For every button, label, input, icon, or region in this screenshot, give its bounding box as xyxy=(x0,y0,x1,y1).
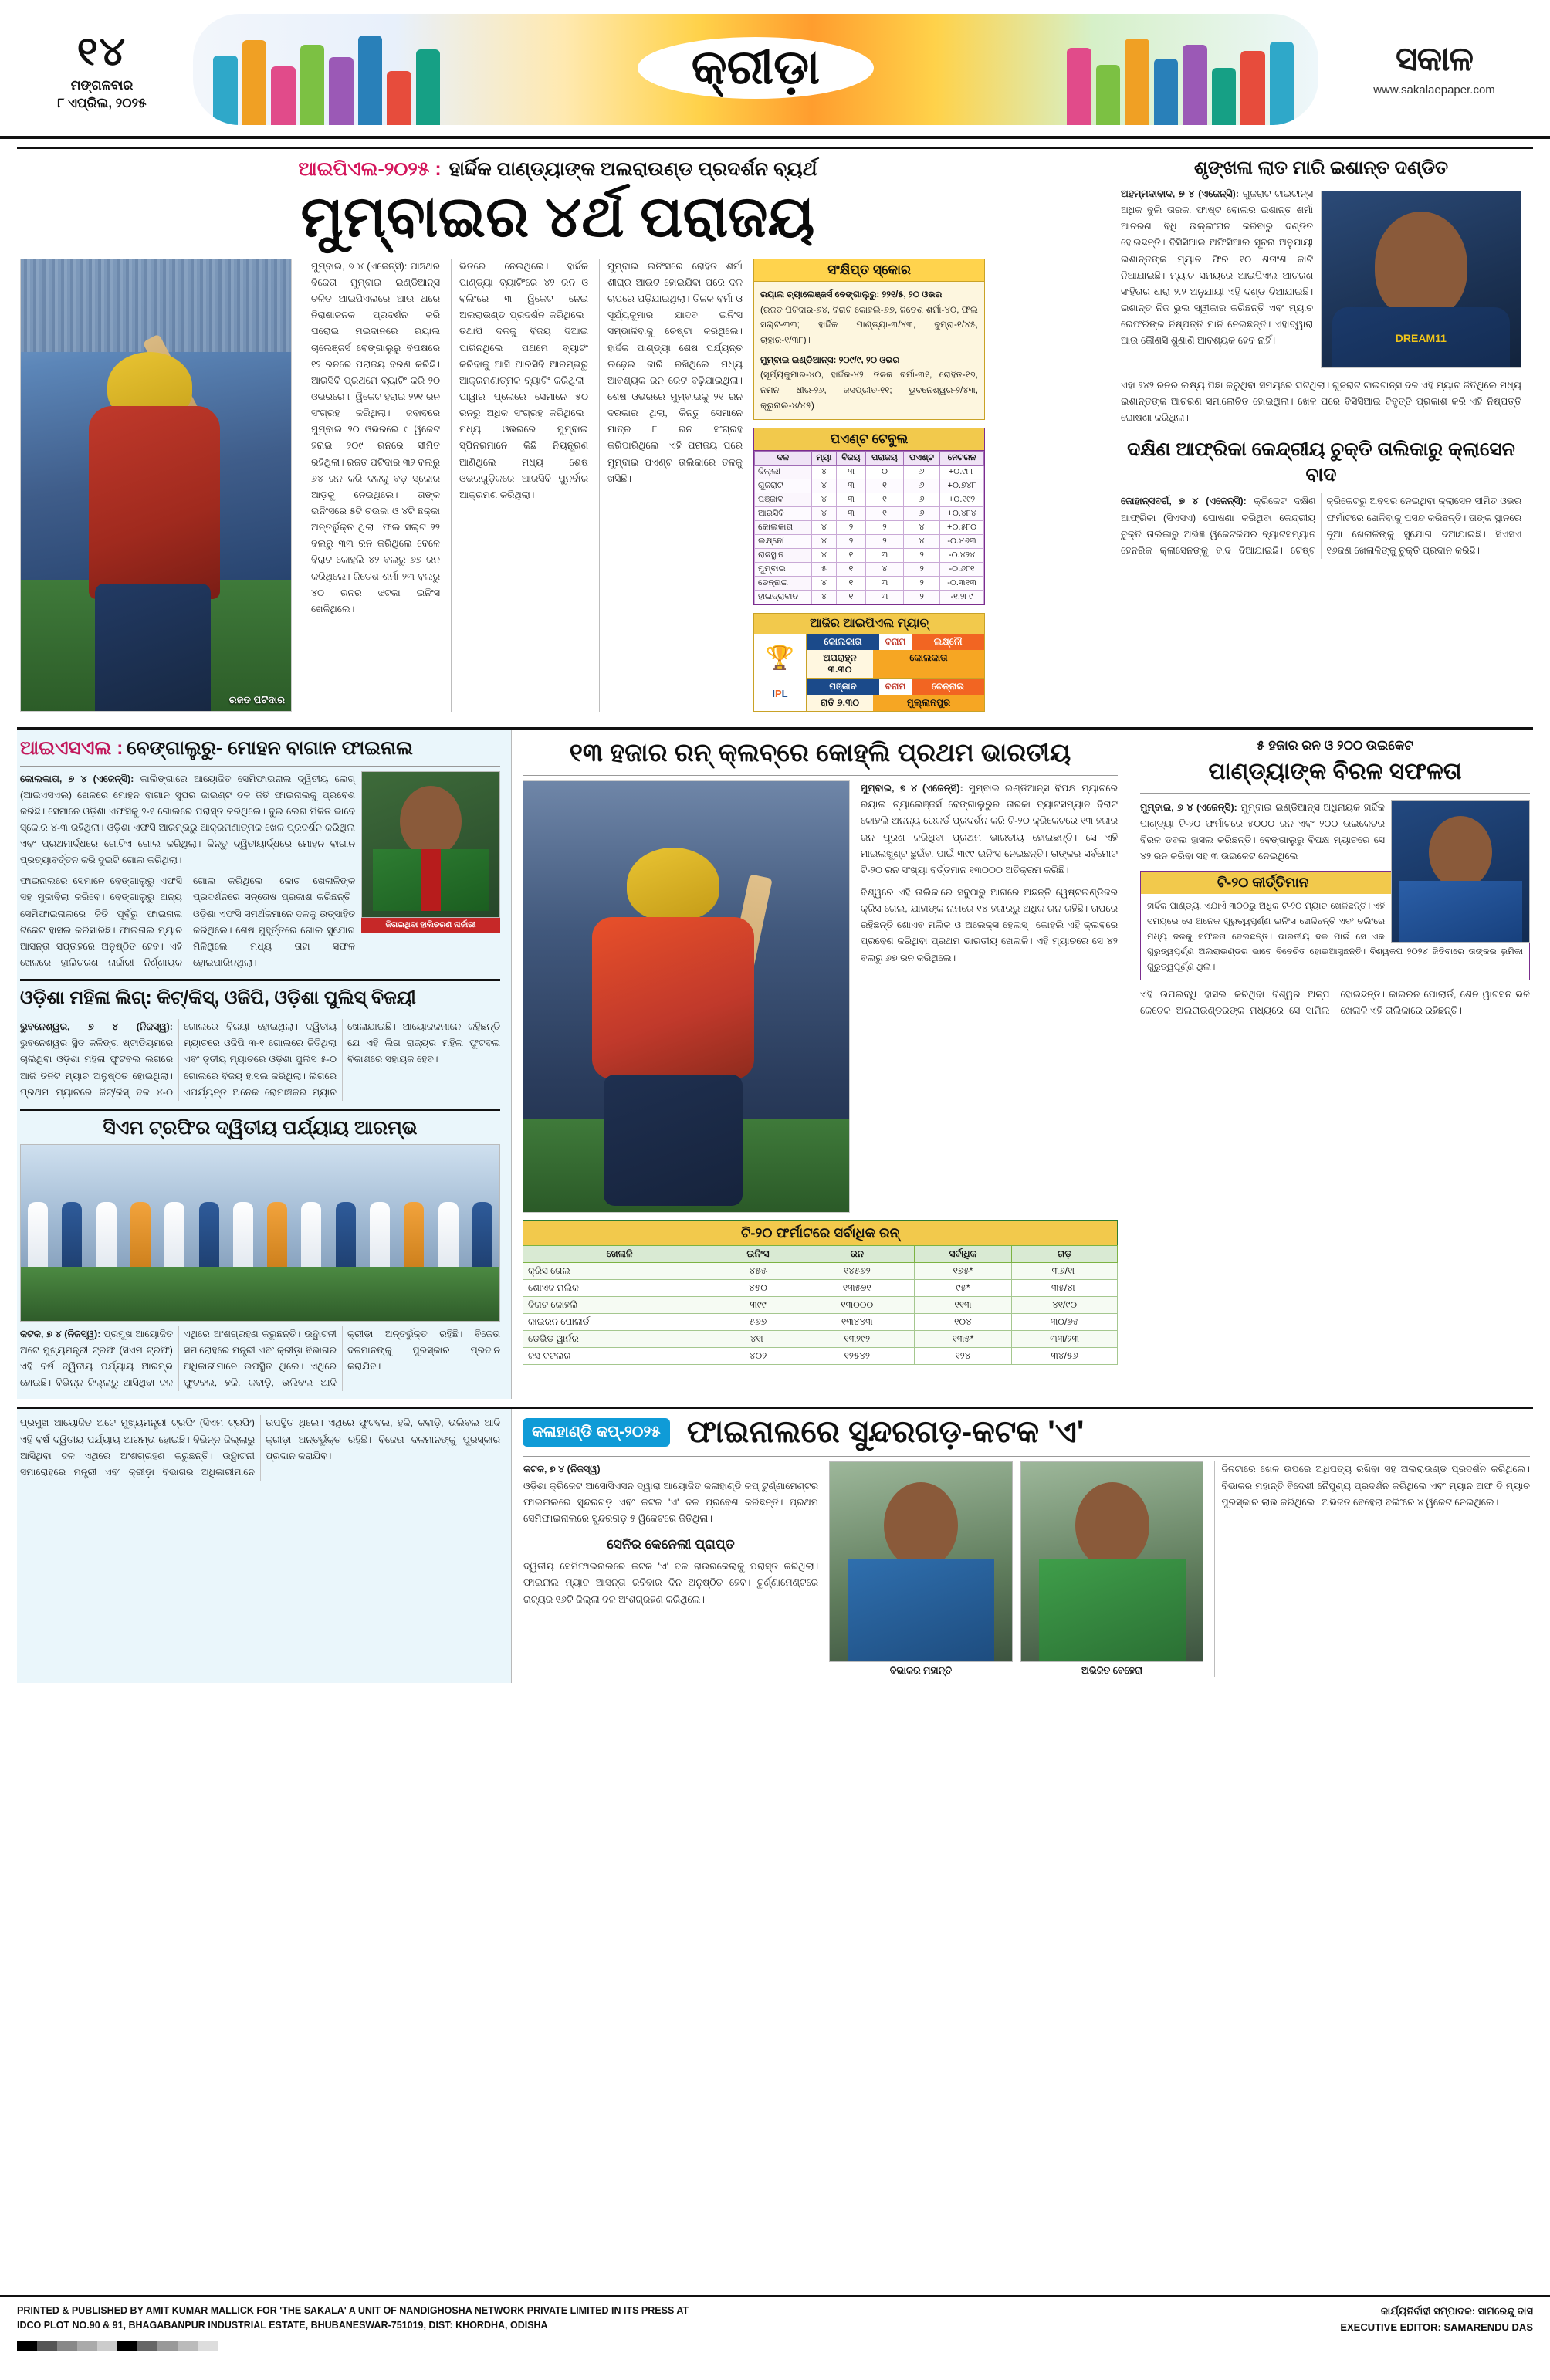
cell: ୧୭୫* xyxy=(914,1263,1011,1280)
cm-trophy-photo xyxy=(20,1144,500,1322)
cell: ୧ xyxy=(837,576,866,590)
trophy-icon: 🏆 xyxy=(765,645,795,671)
cell: +୦.୪୮୪ xyxy=(940,506,984,520)
cell: ୩ xyxy=(837,506,866,520)
t20-runs-table-block xyxy=(523,1220,1118,1365)
sports-silhouettes-right xyxy=(1067,14,1298,125)
t20-th-2: ରନ xyxy=(800,1246,914,1263)
hardik-photo-block xyxy=(1391,800,1530,943)
t20-th-3: ସର୍ବାଧିକ xyxy=(914,1246,1011,1263)
page-content xyxy=(0,139,1550,1683)
masthead-day: ମଙ୍ଗଳବାର xyxy=(70,77,134,93)
isl-col-1-body: କାଲିଙ୍ଗାରେ ଆୟୋଜିତ ସେମିଫାଇନାଲ ଦ୍ୱିତୀୟ ଲେଗ୍ (ଆଇଏସଏଲ) ଖେଳରେ ମୋହନ ବାଗାନ ସୁପର ଜାଇଣ୍ଟ ଦଳ ଜିତି ଫାଇନାଲକୁ ପ୍ରବେଶ କରିଛି। ସେମାନେ ଓଡ଼ିଶା ଏଫସିକୁ ୨-୧ ଗୋଲରେ ପରାସ୍ତ କରିଥିଲେ। ଦୁଇ ଲେଗ ମିଳିତ ଭାବେ ସ୍କୋର ୪-୩ ରହିଥିଲା। ଓଡ଼ିଶା ଏଫସି ଆରମ୍ଭରୁ ଆକ୍ରମଣାତ୍ମକ ଖେଳ ପ୍ରଦର୍ଶନ କରିଥିଲା ଏବଂ ପ୍ରଥମାର୍ଦ୍ଧରେ ଗୋଟିଏ ଗୋଲ କରିଥିଲା। କିନ୍ତୁ ଦ୍ୱିତୀୟାର୍ଦ୍ଧରେ ମୋହନ ବାଗାନ ପ୍ରତ୍ୟାବର୍ତ୍ତନ କରି ଦୁଇଟି ଗୋଲ କରିଥିଲା। xyxy=(20,773,355,866)
points-table-header-row xyxy=(755,451,984,465)
cell: ୨ xyxy=(904,548,940,562)
isl-and-local-column xyxy=(17,730,511,1400)
kalahandi-story xyxy=(511,1409,1533,1683)
cell: ୩ xyxy=(865,590,903,604)
brief-score-line1: ରୟାଲ ଚ୍ୟାଲେଞ୍ଜର୍ସ ବେଙ୍ଗାଲୁରୁ: ୨୨୧/୫, ୨୦ ଓଭର xyxy=(760,289,943,300)
sports-silhouettes-left xyxy=(213,14,445,125)
hardik-kicker: ୫ ହଜାର ରନ ଓ ୨୦୦ ଉଇକେଟ xyxy=(1256,737,1414,753)
table-row xyxy=(523,1297,1118,1314)
table-row xyxy=(523,1348,1118,1365)
brief-score-box xyxy=(753,259,985,420)
cell: ୪ xyxy=(904,534,940,548)
points-th-5: ନେଟରନ xyxy=(940,451,984,465)
lead-columns xyxy=(20,259,1095,712)
women-league-body: ଭୁବନେଶ୍ୱର ସ୍ଥିତ କଳିଙ୍ଗ ଷ୍ଟାଡିୟମରେ ଚାଲିଥିବା ଓଡ଼ିଶା ମହିଳା ଫୁଟବଲ ଲିଗରେ ଆଜି ତିନିଟି ମ୍ୟାଚ ଅନୁଷ୍ଠିତ ହୋଇଥିଲା। ପ୍ରଥମ ମ୍ୟାଚରେ କିଟ୍/କିସ୍ ଦଳ ୪-୦ ଗୋଲରେ ବିଜୟୀ ହୋଇଥିଲା। ଦ୍ୱିତୀୟ ମ୍ୟାଚରେ ଓଜିପି ୩-୧ ଗୋଲରେ ଜିତିଥିଲା ଏବଂ ତୃତୀୟ ମ୍ୟାଚରେ ଓଡ଼ିଶା ପୁଲିସ ୫-୦ ଗୋଲରେ ବିଜୟ ହାସଲ କରିଥିଲା। ଲିଗରେ ଏପର୍ଯ୍ୟନ୍ତ ଅନେକ ରୋମାଞ୍ଚକର ମ୍ୟାଚ ଖେଳାଯାଇଛି। ଆୟୋଜକମାନେ କହିଛନ୍ତି ଯେ ଏହି ଲିଗ ରାଜ୍ୟର ମହିଳା ଫୁଟବଲ ବିକାଶରେ ସହାୟକ ହେବ। xyxy=(20,1021,500,1098)
cell: -୦.୪୨୪ xyxy=(940,548,984,562)
cell: ୩ xyxy=(865,576,903,590)
match1-team-a: କୋଲକାତା xyxy=(807,634,879,650)
cell: ୩ xyxy=(837,465,866,479)
points-th-2: ବିଜୟ xyxy=(837,451,866,465)
kohli-photo-block xyxy=(523,780,850,1213)
cell: ୧ xyxy=(865,506,903,520)
kalahandi-col-1 xyxy=(523,1461,818,1677)
cell: -୦.୪୬୩ xyxy=(940,534,984,548)
kalahandi-col-1-body: ଓଡ଼ିଶା କ୍ରିକେଟ ଆସୋସିଏସନ ଦ୍ୱାରା ଆୟୋଜିତ କଳାହାଣ୍ଡି କପ୍ ଟୁର୍ଣ୍ଣାମେଣ୍ଟର ଫାଇନାଲରେ ସୁନ୍ଦରଗଡ଼ ଏବଂ କଟକ 'ଏ' ଦଳ ପ୍ରବେଶ କରିଛନ୍ତି। ପ୍ରଥମ ସେମିଫାଇନାଲରେ ସୁନ୍ଦରଗଡ଼ ୫ ୱିକେଟରେ ଜିତିଥିଲା। xyxy=(523,1480,819,1524)
cell: ୧୨୪ xyxy=(914,1348,1011,1365)
kalahandi-photos xyxy=(829,1461,1203,1677)
isl-kicker: ଆଇଏସଏଲ : xyxy=(20,736,124,759)
kalahandi-header xyxy=(523,1415,1530,1450)
todays-match-logos xyxy=(754,634,807,711)
cell: ଡେଭିଡ ୱାର୍ନର xyxy=(523,1331,716,1348)
t20-runs-table xyxy=(523,1245,1118,1365)
t20-record-body: ହାର୍ଦ୍ଦିକ ପାଣ୍ଡ୍ୟା ଏଯାଏଁ ୩୦୦ରୁ ଅଧିକ ଟି-୨୦ ମ୍ୟାଚ ଖେଳିଛନ୍ତି। ଏହି ସମୟରେ ସେ ଅନେକ ଗୁରୁତ୍ୱପୂର୍ଣ୍ଣ ଇନିଂସ ଖେଳିଛନ୍ତି ଏବଂ ବଲିଂରେ ମଧ୍ୟ ଦଳକୁ ସଫଳତା ଦେଇଛନ୍ତି। ଭାରତୀୟ ଦଳ ପାଇଁ ସେ ଏକ ଗୁରୁତ୍ୱପୂର୍ଣ୍ଣ ଅଲରାଉଣ୍ଡର ଭାବେ ବିବେଚିତ ହୋଇଆସୁଛନ୍ତି। ବିଶ୍ୱକପ ୨୦୨୪ ଜିତିବାରେ ତାଙ୍କର ଭୂମିକା ଗୁରୁତ୍ୱପୂର୍ଣ୍ଣ ଥିଲା। xyxy=(1141,894,1529,980)
cell: ୪ xyxy=(811,493,836,506)
lead-kicker xyxy=(20,158,1095,181)
cell: ୨ xyxy=(837,520,866,534)
isl-photo-caption: ଜିତାଇଥିବା ହାଲିଚରଣ ନାର୍ଜାରୀ xyxy=(361,918,500,933)
points-th-0: ଦଳ xyxy=(755,451,812,465)
cell: ହାଇଦ୍ରାବାଦ xyxy=(755,590,812,604)
kohli-dateline: ମୁମ୍ବାଇ, ୭ ୪ (ଏଜେନ୍ସି): xyxy=(860,783,963,794)
kohli-headline: ୧୩ ହଜାର ରନ୍ କ୍ଲବ୍‌ରେ କୋହ୍‌ଲି ପ୍ରଥମ ଭାରତୀୟ xyxy=(569,737,1071,767)
match2-team-b: ଚେନ୍ନାଇ xyxy=(912,679,984,695)
lead-photo-caption: ରଜତ ପଟିଦାର xyxy=(228,693,285,706)
cell: +୦.୭୪୮ xyxy=(940,479,984,493)
masthead xyxy=(0,0,1550,139)
cell: ୪୦୨ xyxy=(716,1348,800,1365)
cell: ୨ xyxy=(837,534,866,548)
isl-story xyxy=(20,771,500,972)
points-th-1: ମ୍ୟା xyxy=(811,451,836,465)
cell: ଜସ ବଟଲର xyxy=(523,1348,716,1365)
cell: +୦.୯୮୮ xyxy=(940,465,984,479)
lead-col-2: ଭିତରେ ନେଇଥିଲେ। ହାର୍ଦ୍ଦିକ ପାଣ୍ଡ୍ୟା ବ୍ୟାଟିଂରେ ୪୨ ରନ ଓ ବଲିଂରେ ୩ ୱିକେଟ ନେଇ ଅଲରାଉଣ୍ଡ ପ୍ରଦର୍ଶନ କରିଥିଲେ। ତଥାପି ଦଳକୁ ବିଜୟ ଦିଆଇ ପାରିନଥିଲେ। ପଥମେ ବ୍ୟାଟିଂ କରିବାକୁ ଆସି ଆରସିବି ଆରମ୍ଭରୁ ଆକ୍ରମଣାତ୍ମକ ବ୍ୟାଟିଂ କରିଥିଲା। ପାୱାର ପ୍ଲେରେ ସେମାନେ ୫୦ ରନରୁ ଅଧିକ ସଂଗ୍ରହ କରିଥିଲେ। ମଧ୍ୟ ଓଭରରେ ମୁମ୍ବାଇ ସ୍ପିନରମାନେ କିଛି ନିୟନ୍ତ୍ରଣ ଆଣିଥିଲେ ମଧ୍ୟ ଶେଷ ଓଭରଗୁଡ଼ିକରେ ଆରସିବି ପୁନର୍ବାର ଆକ୍ରମଣ କରିଥିଲା। xyxy=(451,259,588,712)
cell: ୦ xyxy=(865,465,903,479)
table-row xyxy=(755,590,984,604)
editor-block xyxy=(1340,2304,1533,2336)
cell: ୬ xyxy=(904,465,940,479)
section-title: କ୍ରୀଡ଼ା xyxy=(691,40,821,94)
cell: ଲକ୍ଷ୍ନୌ xyxy=(755,534,812,548)
match1-team-b: ଲକ୍ଷ୍ନୌ xyxy=(912,634,984,650)
women-league-title: ଓଡ଼ିଶା ମହିଳା ଲିଗ୍: କିଟ୍/କିସ୍, ଓଜିପି, ଓଡ଼ିଶା ପୁଲିସ୍ ବିଜୟୀ xyxy=(20,987,416,1009)
table-row xyxy=(523,1314,1118,1331)
cell: ୧ xyxy=(837,562,866,576)
cell: ୪୫୦ xyxy=(716,1280,800,1297)
cell: ୩ xyxy=(837,493,866,506)
imprint-line-1: PRINTED & PUBLISHED BY AMIT KUMAR MALLICK FOR 'THE SAKALA' A UNIT OF NANDIGHOSHA NETWORK PRIVATE LIMITED IN ITS PRESS AT xyxy=(17,2305,689,2316)
cell: ୩୩/୨୩ xyxy=(1012,1331,1118,1348)
cell: ଦିଲ୍ଲୀ xyxy=(755,465,812,479)
cell: ୧ xyxy=(837,590,866,604)
side-photo-ishant xyxy=(1321,191,1521,368)
lead-story-section xyxy=(17,147,1533,719)
cell: ରାଜସ୍ଥାନ xyxy=(755,548,812,562)
lead-headline: ମୁମ୍ବାଇର ୪ର୍ଥ ପରାଜୟ xyxy=(300,185,815,249)
cell: -୧.୨୮୯ xyxy=(940,590,984,604)
cell: ମୁମ୍ବାଇ xyxy=(755,562,812,576)
page-number: ୧୪ xyxy=(76,29,127,74)
brief-score-line2: (ରଜତ ପଟିଦାର-୬୪, ବିରାଟ କୋହଲି-୬୭, ଜିତେଶ ଶର୍ମା-୪୦, ଫିଲ ସଲ୍ଟ-୩୩; ହାର୍ଦ୍ଦିକ ପାଣ୍ଡ୍ୟା-୩/୪୩, ବୁମ୍ରା-୧/୪୫, ଚାହାର-୧/୩୮)। xyxy=(760,304,978,345)
cell: ୪ xyxy=(811,548,836,562)
lead-photo xyxy=(20,259,292,712)
cell: ଆରସିବି xyxy=(755,506,812,520)
side-story-1-text xyxy=(1121,186,1313,373)
cell: ୪ xyxy=(865,562,903,576)
side-story-1-body: ଗୁଜରାଟ ଟାଇଟାନ୍ସ ଅଧିକ ବୁଲି ତାରକା ଫାଷ୍ଟ ବୋଲର ଇଶାନ୍ତ ଶର୍ମା ଆଚରଣ ବିଧି ଉଲ୍ଲଂଘନ କରିବାରୁ ଦଣ୍ଡିତ ହୋଇଛନ୍ତି। ବିସିସିଆଇ ଅଫିସିଆଲ ସୂଚନା ଅନୁଯାୟୀ ଇଶାନ୍ତଙ୍କ ମ୍ୟାଚ ଫିର ୧୦ ଶତାଂଶ କାଟି ନିଆଯାଇଛି। ମ୍ୟାଚ ସମୟରେ ଆଇପିଏଲ ଆଚରଣ ସଂହିତାର ଧାରା ୨.୨ ଅନୁଯାୟୀ ଏହି ଦଣ୍ଡ ଦିଆଯାଇଛି। ଇଶାନ୍ତ ନିଜ ଭୁଲ ସ୍ୱୀକାର କରିଛନ୍ତି ଏବଂ ମ୍ୟାଚ ରେଫରିଙ୍କ ନିଷ୍ପତ୍ତି ମାନି ନେଇଛନ୍ତି। ଏହାଦ୍ୱାରା ଆଉ କୌଣସି ଶୁଣାଣି ଆବଶ୍ୟକ ହେବ ନାହିଁ। xyxy=(1121,188,1314,347)
cell: ୯୫* xyxy=(914,1280,1011,1297)
cell: କାଇରନ ପୋଲାର୍ଡ xyxy=(523,1314,716,1331)
isl-col-2-body: ଫାଇନାଲରେ ସେମାନେ ବେଙ୍ଗାଲୁରୁ ଏଫସି ସହ ମୁକାବିଲା କରିବେ। ବେଙ୍ଗାଲୁରୁ ଅନ୍ୟ ସେମିଫାଇନାଲରେ ଜିତି ପୂର୍ବରୁ ଫାଇନାଲ ଟିକେଟ ହାସଲ କରିସାରିଛି। ଫାଇନାଲ ମ୍ୟାଚ ଆସନ୍ତା ସପ୍ତାହରେ ଅନୁଷ୍ଠିତ ହେବ। ଏହି ଖେଳରେ ହାଲିଚରଣ ନାର୍ଜାରୀ ନିର୍ଣ୍ଣାୟକ ଗୋଲ କରିଥିଲେ। କୋଚ ଖେଳାଳିଙ୍କ ପ୍ରଦର୍ଶନରେ ସନ୍ତୋଷ ପ୍ରକାଶ କରିଛନ୍ତି। xyxy=(20,875,355,969)
imprint-block xyxy=(17,2304,689,2334)
cell: ୪ xyxy=(811,590,836,604)
cell: ପଞ୍ଜାବ xyxy=(755,493,812,506)
table-row xyxy=(523,1331,1118,1348)
cell: ୪ xyxy=(811,576,836,590)
women-league-dateline: ଭୁବନେଶ୍ୱର, ୭ ୪ (ନିଜସ୍ୱ): xyxy=(20,1021,173,1033)
table-row xyxy=(755,548,984,562)
hardik-dateline: ମୁମ୍ବାଇ, ୭ ୪ (ଏଜେନ୍ସି): xyxy=(1140,801,1237,813)
lead-kicker-red: ଆଇପିଏଲ-୨୦୨୫ : xyxy=(298,158,442,180)
kalahandi-title: ଫାଇନାଲରେ ସୁନ୍ଦରଗଡ଼-କଟକ 'ଏ' xyxy=(686,1415,1085,1450)
paper-website[interactable]: www.sakalaepaper.com xyxy=(1373,83,1495,96)
cell: ୬ xyxy=(904,479,940,493)
kalahandi-subtitle: ସେନିର କେନେଲୀ ପ୍ରାପ୍ତ xyxy=(607,1537,735,1552)
side-story-2-dateline: ଜୋହାନ୍ସବର୍ଗ, ୭ ୪ (ଏଜେନ୍ସି): xyxy=(1121,496,1247,507)
lead-col-3: ମୁମ୍ବାଇ ଇନିଂସରେ ରୋହିତ ଶର୍ମା ଶୀଘ୍ର ଆଉଟ ହୋଇଯିବା ପରେ ଦଳ ଚାପରେ ପଡ଼ିଯାଇଥିଲା। ତିଳକ ବର୍ମା ଓ ସୂର୍ଯ୍ୟକୁମାର ଯାଦବ ଇନିଂସ ସମ୍ଭାଳିବାକୁ ଚେଷ୍ଟା କରିଥିଲେ। ହାର୍ଦ୍ଦିକ ପାଣ୍ଡ୍ୟା ଶେଷ ପର୍ଯ୍ୟନ୍ତ ଲଢ଼େଇ ଜାରି ରଖିଥିଲେ ମଧ୍ୟ ଆବଶ୍ୟକ ରନ ରେଟ ବଢ଼ିଯାଇଥିଲା। ଶେଷ ଓଭରରେ ମୁମ୍ବାଇକୁ ୨୧ ରନ ଦରକାର ଥିଲା, କିନ୍ତୁ ସେମାନେ ମାତ୍ର ୮ ରନ ସଂଗ୍ରହ କରିପାରିଥିଲେ। ଏହି ପରାଜୟ ପରେ ମୁମ୍ବାଇ ପଏଣ୍ଟ ତାଲିକାରେ ତଳକୁ ଖସିଛି। xyxy=(599,259,743,712)
cell: ୩୪/୫୬ xyxy=(1012,1348,1118,1365)
cell: ୧ xyxy=(865,493,903,506)
editor-odia: କାର୍ଯ୍ୟନିର୍ବାହୀ ସମ୍ପାଦକ: ସାମରେନ୍ଦୁ ଦାସ xyxy=(1380,2305,1533,2317)
cell: ୬ xyxy=(904,506,940,520)
table-row xyxy=(755,465,984,479)
editor-english: EXECUTIVE EDITOR: SAMARENDU DAS xyxy=(1340,2321,1533,2333)
side-story-2-text xyxy=(1121,493,1521,559)
match2-team-a: ପଞ୍ଜାବ xyxy=(807,679,879,695)
brief-score-title: ସଂକ୍ଷିପ୍ତ ସ୍କୋର xyxy=(754,259,984,282)
isl-photo-block xyxy=(361,771,500,933)
lower-left-text xyxy=(20,1415,500,1481)
side-story-1-dateline: ଅହମ୍ମଦାବାଦ, ୭ ୪ (ଏଜେନ୍ସି): xyxy=(1121,188,1240,199)
cm-trophy-text xyxy=(20,1326,500,1392)
cell: ୧ xyxy=(837,548,866,562)
cell: ୪ xyxy=(811,479,836,493)
match2-venue: ମୁଲ୍ଲାନପୁର xyxy=(873,695,984,711)
cell: ୩୯୯ xyxy=(716,1297,800,1314)
cell: ୨ xyxy=(904,590,940,604)
lower-section xyxy=(17,1407,1533,1683)
table-row xyxy=(755,493,984,506)
cell: ୧୩୫୭୧ xyxy=(800,1280,914,1297)
t20-th-4: ଗଡ଼ xyxy=(1012,1246,1118,1263)
cell: ୪୫୫ xyxy=(716,1263,800,1280)
imprint-line-2: IDCO PLOT NO.90 & 91, BHAGABANPUR INDUSTRIAL ESTATE, BHUBANESWAR-751019, DIST: KHORDHA, ODISHA xyxy=(17,2320,548,2331)
hardik-headline xyxy=(1140,737,1530,787)
todays-match-title: ଆଜିର ଆଇପିଏଲ ମ୍ୟାଚ୍ xyxy=(754,614,984,634)
cell: ୪ xyxy=(904,520,940,534)
hardik-column xyxy=(1129,730,1533,1400)
brief-score-line4: (ସୂର୍ଯ୍ୟକୁମାର-୪୦, ହାର୍ଦ୍ଦିକ-୪୨, ତିଳକ ବର୍ମା-୩୧, ରୋହିତ-୧୭, ନମନ ଧୀର-୨୬, ଜସପ୍ରୀତ-୧୧; ଭୁବନେଶ୍ୱର-୨/୪୩, କ୍ରୁନାଲ-୪/୪୫)। xyxy=(760,370,978,411)
cell: ୪ xyxy=(811,506,836,520)
cell: ୩୦/୬୫ xyxy=(1012,1314,1118,1331)
cell: ୩ xyxy=(837,479,866,493)
cell: +୦.୧୯୨ xyxy=(940,493,984,506)
cell: ଚେନ୍ନାଇ xyxy=(755,576,812,590)
hardik-title: ପାଣ୍ଡ୍ୟାଙ୍କ ବିରଳ ସଫଳତା xyxy=(1208,758,1462,784)
side-story-1-text2: ଏହା ୨୪୨ ରନର ଲକ୍ଷ୍ୟ ପିଛା କରୁଥିବା ସମୟରେ ଘଟିଥିଲା। ଗୁଜରାଟ ଟାଇଟାନ୍ସ ଦଳ ଏହି ମ୍ୟାଚ ଜିତିଥିଲେ ମଧ୍ୟ ଇଶାନ୍ତଙ୍କ ଆଚରଣ ସମାଲୋଚିତ ହୋଇଥିଲା। ଖେଳ ପରେ ବିସିସିଆଇ ବିବୃତ୍ତି ପ୍ରକାଶ କରି ଏହି ନିଷ୍ପତ୍ତି ଘୋଷଣା କରିଥିଲା। xyxy=(1121,380,1521,424)
cell: ୧୩୦୦୦ xyxy=(800,1297,914,1314)
hardik-col-1-body: ମୁମ୍ବାଇ ଇଣ୍ଡିଆନ୍ସ ଅଧିନାୟକ ହାର୍ଦ୍ଦିକ ପାଣ୍ଡ୍ୟା ଟି-୨୦ ଫର୍ମାଟରେ ୫୦୦୦ ରନ ଏବଂ ୨୦୦ ଉଇକେଟର ବିରଳ ଡବଲ ହାସଲ କରିଛନ୍ତି। ବେଙ୍ଗାଲୁରୁ ବିପକ୍ଷ ମ୍ୟାଚରେ ସେ ୪୨ ରନ କରିବା ସହ ୩ ଉଇକେଟ ନେଇଥିଲେ। xyxy=(1140,801,1385,862)
cell: -୦.୬୮୧ xyxy=(940,562,984,576)
lower-left-body: ପ୍ରମୁଖ ଆୟୋଜିତ ଅଟେ ମୁଖ୍ୟମନ୍ତ୍ରୀ ଟ୍ରଫି (ସିଏମ ଟ୍ରଫି) ଏହି ବର୍ଷ ଦ୍ୱିତୀୟ ପର୍ଯ୍ୟାୟ ଆରମ୍ଭ ହୋଇଛି। ବିଭିନ୍ନ ଜିଲ୍ଲାରୁ ଆସିଥିବା ଦଳ ଏଥିରେ ଅଂଶଗ୍ରହଣ କରୁଛନ୍ତି। ଉଦ୍ଘାଟନୀ ସମାରୋହରେ ମନ୍ତ୍ରୀ ଏବଂ କ୍ରୀଡ଼ା ବିଭାଗର ଅଧିକାରୀମାନେ ଉପସ୍ଥିତ ଥିଲେ। ଏଥିରେ ଫୁଟବଲ, ହକି, କବାଡ଼ି, ଭଲିବଲ ଆଦି କ୍ରୀଡ଼ା ଅନ୍ତର୍ଭୁକ୍ତ ରହିଛି। ବିଜେତା ଦଳମାନଙ୍କୁ ପୁରସ୍କାର ପ୍ରଦାନ କରାଯିବ। xyxy=(20,1417,500,1478)
lead-col-1: ମୁମ୍ବାଇ, ୭ ୪ (ଏଜେନ୍ସି): ପାଞ୍ଚଥର ବିଜେତା ମୁମ୍ବାଇ ଇଣ୍ଡିଆନ୍ସ ଚଳିତ ଆଇପିଏଲରେ ଆଉ ଥରେ ନିରାଶାଜନକ ପ୍ରଦର୍ଶନ କରି ଘରୋଇ ମଇଦାନରେ ରୟାଲ ଚାଲେଞ୍ଜର୍ସ ବେଙ୍ଗାଲୁରୁ ବିପକ୍ଷରେ ୧୨ ରନରେ ପରାଜୟ ବରଣ କରିଛି। ଆରସିବି ପ୍ରଥମେ ବ୍ୟାଟିଂ କରି ୨୦ ଓଭରରେ ୮ ୱିକେଟ ହରାଇ ୨୨୧ ରନ ସଂଗ୍ରହ କରିଥିଲା। ଜବାବରେ ମୁମ୍ବାଇ ୨୦ ଓଭରରେ ୯ ୱିକେଟ ହରାଇ ୨୦୯ ରନରେ ସୀମିତ ରହିଥିଲା। ରଜତ ପଟିଦାର ୩୨ ବଲରୁ ୬୪ ରନ କରି ଦଳକୁ ବଡ଼ ସ୍କୋର ଆଡ଼କୁ ନେଇଥିଲେ। ତାଙ୍କ ଇନିଂସରେ ୫ଟି ଚଉକା ଓ ୪ଟି ଛକ୍କା ଅନ୍ତର୍ଭୁକ୍ତ ଥିଲା। ଫିଲ ସଲ୍ଟ ୨୨ ବଲରୁ ୩୩ ରନ କରିଥିଲେ ବେଳେ ବିରାଟ କୋହଲି ୪୨ ବଲରୁ ୬୭ ରନ କରିଥିଲେ। ଜିତେଶ ଶର୍ମା ୨୩ ବଲରୁ ୪୦ ରନର ଝଟକା ଇନିଂସ ଖେଳିଥିଲେ। xyxy=(303,259,440,712)
kalahandi-badge: କଳାହାଣ୍ଡି କପ୍-୨୦୨୫ xyxy=(523,1418,670,1447)
masthead-right xyxy=(1318,0,1550,136)
isl-col-3-body: ଓଡ଼ିଶା ଏଫସି ସମର୍ଥକମାନେ ଦଳକୁ ଉତ୍ସାହିତ କରିଥିଲେ। ଶେଷ ମୁହୂର୍ତ୍ତରେ ଗୋଲ ସୁଯୋଗ ମିଳିଥିଲେ ମଧ୍ୟ ତାହା ସଫଳ ହୋଇପାରିନଥିଲା। xyxy=(193,908,355,969)
cell: ୨ xyxy=(904,562,940,576)
cell: ୩୬/୧୮ xyxy=(1012,1263,1118,1280)
color-registration-swatches xyxy=(17,2341,1533,2351)
points-table xyxy=(754,451,984,604)
cell: ୧୦୪ xyxy=(914,1314,1011,1331)
isl-title: ବେଙ୍ଗାଲୁରୁ- ମୋହନ ବାଗାନ ଫାଇନାଲ xyxy=(126,736,413,759)
page-footer xyxy=(0,2295,1550,2380)
cell: ୧ xyxy=(865,479,903,493)
side-headline-1: ଶୃଙ୍ଖଳା ଲାତ ମାରି ଇଶାନ୍ତ ଦଣ୍ଡିତ xyxy=(1193,157,1449,178)
kohli-col-2: ବିଶ୍ୱରେ ଏହି ତାଲିକାରେ ସବୁଠାରୁ ଆଗରେ ଅଛନ୍ତି ୱେଷ୍ଟଇଣ୍ଡିଜର କ୍ରିସ ଗେଲ, ଯାହାଙ୍କ ନାମରେ ୧୪ ହଜାରରୁ ଅଧିକ ରନ ରହିଛି। ତାପରେ ରହିଛନ୍ତି ଶୋଏବ ମଲିକ ଓ ଅଲେକ୍ସ ହେଲସ୍। କୋହଲି ଏହି କ୍ଲବରେ ପ୍ରବେଶ କରିଥିବା ପ୍ରଥମ ଭାରତୀୟ ଖେଳାଳି। ଏହି ମ୍ୟାଚରେ ସେ ୪୨ ବଲରୁ ୬୭ ରନ କରିଥିଲେ। xyxy=(860,886,1118,963)
cell: ୨ xyxy=(865,520,903,534)
kalahandi-col-3-body: ଦିନଟାରେ ଖେଳ ଉପରେ ଅଧିପତ୍ୟ ରଖିବା ସହ ଅଲରାଉଣ୍ଡ ପ୍ରଦର୍ଶନ କରିଥିଲେ। ବିଭାକର ମହାନ୍ତି ବିଦେଶୀ ନୈପୁଣ୍ୟ ପ୍ରଦର୍ଶନ କରିଥିଲେ ଏବଂ ମ୍ୟାନ ଅଫ ଦି ମ୍ୟାଚ ପୁରସ୍କାର ଲାଭ କରିଥିଲେ। ଅଭିଜିତ ବେହେରା ବଲିଂରେ ୪ ୱିକେଟ ନେଇଥିଲେ। xyxy=(1221,1464,1530,1508)
masthead-center xyxy=(193,0,1318,136)
brief-score-line3: ମୁମ୍ବାଇ ଇଣ୍ଡିଆନ୍ସ: ୨୦୯/୯, ୨୦ ଓଭର xyxy=(760,354,900,365)
kohli-col-1: ମୁମ୍ବାଇ ଇଣ୍ଡିଆନ୍ସ ବିପକ୍ଷ ମ୍ୟାଚରେ ରୟାଲ ଚ୍ୟାଲେଞ୍ଜର୍ସ ବେଙ୍ଗାଲୁରୁର ତାରକା ବ୍ୟାଟସମ୍ୟାନ ବିରାଟ କୋହଲି ଅନନ୍ୟ ରେକର୍ଡ ପ୍ରଦର୍ଶନ କରି ଟି-୨୦ କ୍ରିକେଟରେ ୧୩ ହଜାର ରନ ପୂରଣ କରିଥିବା ପ୍ରଥମ ଭାରତୀୟ ହୋଇଛନ୍ତି। ସେ ଏହି ମାଇଲଖୁଣ୍ଟ ଛୁଇଁବା ପାଇଁ ୩୯୯ ଇନିଂସ ନେଇଛନ୍ତି। ତାଙ୍କର ସର୍ବମୋଟ ଟି-୨୦ ରନ ସଂଖ୍ୟା ବର୍ତ୍ତମାନ ୧୩୦୦୦ ଅତିକ୍ରମ କରିଛି। xyxy=(860,783,1118,875)
cell: ୪୧/୯୦ xyxy=(1012,1297,1118,1314)
t20-runs-table-title: ଟି-୨୦ ଫର୍ମାଟରେ ସର୍ବାଧିକ ରନ୍ xyxy=(523,1220,1118,1245)
lead-story xyxy=(17,149,1108,719)
isl-dateline: କୋଲକାତା, ୭ ୪ (ଏଜେନ୍ସି): xyxy=(20,773,134,784)
cell: ବିରାଟ କୋହଲି xyxy=(523,1297,716,1314)
cell: କ୍ରିସ ଗେଲ xyxy=(523,1263,716,1280)
table-row xyxy=(755,576,984,590)
points-table-box xyxy=(753,428,985,605)
points-th-3: ପରାଜୟ xyxy=(865,451,903,465)
portrait-caption-1: ବିଭାକର ମହାନ୍ତି xyxy=(889,1665,953,1677)
women-league-text xyxy=(20,1019,500,1101)
match1-venue: କୋଲକାତା xyxy=(873,650,984,678)
side-headline-2: ଦକ୍ଷିଣ ଆଫ୍ରିକା କେନ୍ଦ୍ରୀୟ ଚୁକ୍ତି ତାଲିକାରୁ କ୍ଲାସେନ ବାଦ xyxy=(1127,438,1515,486)
cell: କୋଲକାତା xyxy=(755,520,812,534)
table-row xyxy=(755,479,984,493)
match1-time: ଅପରାହ୍ନ ୩.୩୦ xyxy=(807,650,873,678)
t20-record-title: ଟି-୨୦ କୀର୍ତ୍ତିମାନ xyxy=(1141,872,1529,894)
portrait-caption-2: ଅଭିଜିତ ବେହେରା xyxy=(1081,1665,1143,1677)
match2-time: ରାତି ୭.୩୦ xyxy=(807,695,873,711)
hardik-col-2: ଏହି ଉପଲବ୍ଧି ହାସଲ କରିଥିବା ବିଶ୍ୱର ଅଳ୍ପ କେତେକ ଅଲରାଉଣ୍ଡରଙ୍କ ମଧ୍ୟରେ ସେ ସାମିଲ ହୋଇଛନ୍ତି। କାଇରନ ପୋଲାର୍ଡ, ଶେନ ୱାଟସନ ଭଳି ଖେଳାଳି ଏହି ତାଲିକାରେ ରହିଛନ୍ତି। xyxy=(1140,988,1530,1016)
cell: ୧୩୪୪୩ xyxy=(800,1314,914,1331)
ipl-logo-icon: IPL xyxy=(772,688,788,699)
middle-section xyxy=(17,727,1533,1400)
side-column-top xyxy=(1108,149,1525,719)
jersey-badge: DREAM11 xyxy=(1395,332,1447,344)
table-row xyxy=(523,1263,1118,1280)
table-row xyxy=(755,506,984,520)
kohli-text-block xyxy=(861,780,1118,1213)
cell: ୨ xyxy=(865,534,903,548)
points-th-4: ପଏଣ୍ଟ xyxy=(904,451,940,465)
kalahandi-col-3 xyxy=(1214,1461,1530,1677)
portrait-photo-2 xyxy=(1020,1461,1204,1662)
cell: +୦.୫୮୦ xyxy=(940,520,984,534)
lead-boxes xyxy=(753,259,985,712)
cell: ୨ xyxy=(904,576,940,590)
cell: ୫ xyxy=(811,562,836,576)
table-row xyxy=(755,534,984,548)
match2-vs: ବନାମ xyxy=(879,679,912,695)
side-story-2-body: କ୍ରିକେଟ ଦକ୍ଷିଣ ଆଫ୍ରିକା (ସିଏସଏ) ଘୋଷଣା କରିଥିବା କେନ୍ଦ୍ରୀୟ ଚୁକ୍ତି ତାଲିକାରୁ ଅଭିଜ୍ଞ ୱିକେଟକିପର ବ୍ୟାଟସମ୍ୟାନ ହେନରିକ କ୍ଲାସେନଙ୍କୁ ବାଦ ଦିଆଯାଇଛି। ଟେଷ୍ଟ କ୍ରିକେଟରୁ ଅବସର ନେଇଥିବା କ୍ଲାସେନ ସୀମିତ ଓଭର ଫର୍ମାଟରେ ଖେଳିବାକୁ ପସନ୍ଦ କରିଛନ୍ତି। ତାଙ୍କ ସ୍ଥାନରେ ନୂଆ ଖେଳାଳିଙ୍କୁ ସୁଯୋଗ ଦିଆଯାଇଛି। ସିଏସଏ ୧୬ଜଣ ଖେଳାଳିଙ୍କୁ ଚୁକ୍ତି ପ୍ରଦାନ କରିଛି। xyxy=(1121,496,1521,556)
cm-trophy-dateline: କଟକ, ୭ ୪ (ନିଜସ୍ୱ): xyxy=(20,1328,101,1339)
table-row xyxy=(755,520,984,534)
table-row xyxy=(523,1280,1118,1297)
kalahandi-col-2-body: ଦ୍ୱିତୀୟ ସେମିଫାଇନାଲରେ କଟକ 'ଏ' ଦଳ ରାଉରକେଲାକୁ ପରାସ୍ତ କରିଥିଲା। ଫାଇନାଲ ମ୍ୟାଚ ଆସନ୍ତା ରବିବାର ଦିନ ଅନୁଷ୍ଠିତ ହେବ। ଟୁର୍ଣ୍ଣାମେଣ୍ଟରେ ରାଜ୍ୟର ୧୬ଟି ଜିଲ୍ଲା ଦଳ ଅଂଶଗ୍ରହଣ କରିଥିଲେ। xyxy=(523,1561,819,1605)
cell: ୧୪୫୬୨ xyxy=(800,1263,914,1280)
kalahandi-dateline: କଟକ, ୭ ୪ (ନିଜସ୍ୱ) xyxy=(523,1464,601,1475)
masthead-date: ୮ ଏପ୍ରିଲ, ୨୦୨୫ xyxy=(57,95,147,110)
match-row-2-info xyxy=(807,695,984,711)
match-row-1-info xyxy=(807,650,984,678)
cell: ୪ xyxy=(811,534,836,548)
portrait-photo-1 xyxy=(829,1461,1013,1662)
paper-logo: ସକାଳ xyxy=(1395,39,1473,78)
cell: ଶୋଏବ ମଲିକ xyxy=(523,1280,716,1297)
cell: ୬ xyxy=(904,493,940,506)
match-row-1 xyxy=(807,634,984,650)
lead-kicker-rest: ହାର୍ଦ୍ଦିକ ପାଣ୍ଡ୍ୟାଙ୍କ ଅଲରାଉଣ୍ଡ ପ୍ରଦର୍ଶନ ବ୍ୟର୍ଥ xyxy=(448,158,817,180)
section-title-badge xyxy=(638,37,874,99)
cell: ୫୬୭ xyxy=(716,1314,800,1331)
kohli-column xyxy=(511,730,1129,1400)
cell: ୪ xyxy=(811,465,836,479)
cell: ୧୨୫୪୨ xyxy=(800,1348,914,1365)
masthead-left xyxy=(0,0,193,136)
cell: ୧୩୨୯୨ xyxy=(800,1331,914,1348)
cell: -୦.୩୧୩ xyxy=(940,576,984,590)
cm-trophy-title: ସିଏମ ଟ୍ରଫିର ଦ୍ୱିତୀୟ ପର୍ଯ୍ୟାୟ ଆରମ୍ଭ xyxy=(103,1116,418,1139)
todays-match-box xyxy=(753,613,985,712)
cm-trophy-body: ପ୍ରମୁଖ ଆୟୋଜିତ ଅଟେ ମୁଖ୍ୟମନ୍ତ୍ରୀ ଟ୍ରଫି (ସିଏମ ଟ୍ରଫି) ଏହି ବର୍ଷ ଦ୍ୱିତୀୟ ପର୍ଯ୍ୟାୟ ଆରମ୍ଭ ହୋଇଛି। ବିଭିନ୍ନ ଜିଲ୍ଲାରୁ ଆସିଥିବା ଦଳ ଏଥିରେ ଅଂଶଗ୍ରହଣ କରୁଛନ୍ତି। ଉଦ୍ଘାଟନୀ ସମାରୋହରେ ମନ୍ତ୍ରୀ ଏବଂ କ୍ରୀଡ଼ା ବିଭାଗର ଅଧିକାରୀମାନେ ଉପସ୍ଥିତ ଥିଲେ। ଏଥିରେ ଫୁଟବଲ, ହକି, କବାଡ଼ି, ଭଲିବଲ ଆଦି କ୍ରୀଡ଼ା ଅନ୍ତର୍ଭୁକ୍ତ ରହିଛି। ବିଜେତା ଦଳମାନଙ୍କୁ ପୁରସ୍କାର ପ୍ରଦାନ କରାଯିବ। xyxy=(20,1328,500,1389)
points-table-title: ପଏଣ୍ଟ ଟେବୁଲ xyxy=(754,428,984,451)
brief-score-body xyxy=(754,282,984,419)
t20-table-header-row xyxy=(523,1246,1118,1263)
match1-vs: ବନାମ xyxy=(879,634,912,650)
table-row xyxy=(755,562,984,576)
lower-left-filler xyxy=(17,1409,511,1683)
cell: ୧୩୫* xyxy=(914,1331,1011,1348)
cell: ଗୁଜରାଟ xyxy=(755,479,812,493)
t20-th-1: ଇନିଂସ xyxy=(716,1246,800,1263)
cell: ୪ xyxy=(811,520,836,534)
isl-headline-row xyxy=(20,737,500,760)
t20-th-0: ଖେଳାଳି xyxy=(523,1246,716,1263)
match-row-2 xyxy=(807,679,984,695)
isl-col-rest xyxy=(20,873,355,971)
cell: ୩୫/୪୮ xyxy=(1012,1280,1118,1297)
cell: ୧୧୩ xyxy=(914,1297,1011,1314)
cell: ୩ xyxy=(865,548,903,562)
cell: ୪୧୮ xyxy=(716,1331,800,1348)
